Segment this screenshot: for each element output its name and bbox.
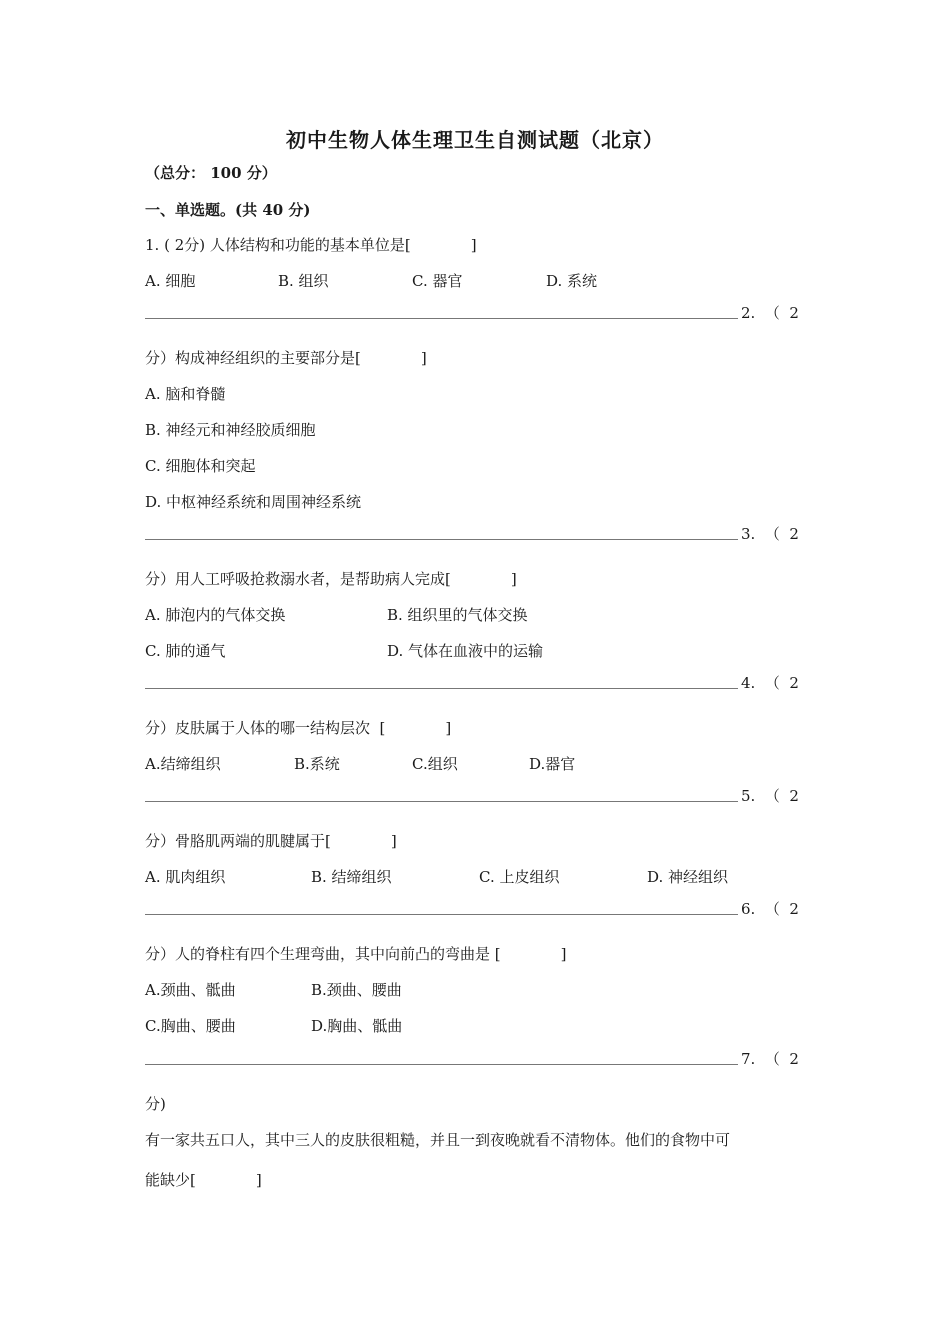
divider-line (145, 1064, 738, 1065)
question-1-stem: 1. ( 2分) 人体结构和功能的基本单位是[ ] (145, 236, 477, 254)
question-5-option-a: A. 肌肉组织 (145, 868, 226, 886)
question-1-option-d: D. 系统 (546, 272, 598, 290)
question-5-option-c: C. 上皮组织 (479, 868, 560, 886)
question-2-option-d: D. 中枢神经系统和周围神经系统 (145, 493, 362, 511)
question-4-option-a: A.结缔组织 (145, 755, 221, 773)
question-2-option-c: C. 细胞体和突起 (145, 457, 256, 475)
question-5-option-d: D. 神经组织 (647, 868, 729, 886)
divider-line (145, 914, 738, 915)
question-3-option-d: D. 气体在血液中的运输 (387, 642, 544, 660)
question-4-option-b: B.系统 (294, 755, 340, 773)
question-4-option-c: C.组织 (412, 755, 458, 773)
question-6-stem: 分）人的脊柱有四个生理弯曲，其中向前凸的弯曲是 [ ] (145, 945, 567, 963)
question-1-option-c: C. 器官 (412, 272, 463, 290)
question-1-option-a: A. 细胞 (145, 272, 196, 290)
question-2-option-a: A. 脑和脊髓 (145, 385, 226, 403)
question-3-option-b: B. 组织里的气体交换 (387, 606, 528, 624)
page-title: 初中生物人体生理卫生自测试题（北京） (286, 128, 664, 152)
question-2-option-b: B. 神经元和神经胶质细胞 (145, 421, 316, 439)
question-5-number: 5. （ 2 (741, 787, 799, 805)
question-6-option-a: A.颈曲、骶曲 (145, 981, 236, 999)
question-7-stem-line1: 有一家共五口人，其中三人的皮肤很粗糙，并且一到夜晚就看不清物体。他们的食物中可 (145, 1131, 731, 1149)
divider-line (145, 801, 738, 802)
question-3-number: 3. （ 2 (741, 525, 799, 543)
question-6-option-b: B.颈曲、腰曲 (311, 981, 402, 999)
question-3-option-a: A. 肺泡内的气体交换 (145, 606, 286, 624)
question-7-stem-line2: 能缺少[ ] (145, 1171, 262, 1189)
question-2-stem: 分）构成神经组织的主要部分是[ ] (145, 349, 427, 367)
total-score: （总分： 100 分） (145, 164, 277, 182)
divider-line (145, 318, 738, 319)
question-6-option-d: D.胸曲、骶曲 (311, 1017, 403, 1035)
question-7-number: 7. （ 2 (741, 1050, 799, 1068)
question-1-option-b: B. 组织 (278, 272, 329, 290)
divider-line (145, 688, 738, 689)
question-4-stem: 分）皮肤属于人体的哪一结构层次 [ ] (145, 719, 452, 737)
section-heading: 一、单选题。(共 40 分) (145, 201, 311, 219)
divider-line (145, 539, 738, 540)
question-4-option-d: D.器官 (529, 755, 576, 773)
question-2-number: 2. （ 2 (741, 304, 799, 322)
question-6-option-c: C.胸曲、腰曲 (145, 1017, 236, 1035)
question-6-number: 6. （ 2 (741, 900, 799, 918)
question-5-stem: 分）骨胳肌两端的肌腱属于[ ] (145, 832, 397, 850)
question-5-option-b: B. 结缔组织 (311, 868, 392, 886)
question-4-number: 4. （ 2 (741, 674, 799, 692)
question-7-score: 分) (145, 1095, 166, 1113)
question-3-option-c: C. 肺的通气 (145, 642, 226, 660)
question-3-stem: 分）用人工呼吸抢救溺水者，是帮助病人完成[ ] (145, 570, 517, 588)
